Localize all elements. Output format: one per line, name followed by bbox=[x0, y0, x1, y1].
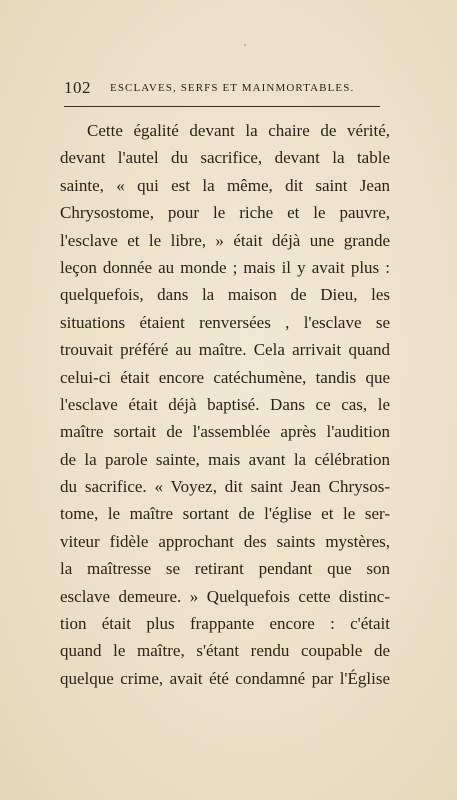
text-line: esclave demeure. » Quelquefois cette distinc- bbox=[60, 586, 390, 606]
page-header bbox=[64, 78, 380, 98]
text-line: quand le maître, s'étant rendu coupable de bbox=[60, 641, 390, 661]
text-line: sainte, « qui est la même, dit saint Jean bbox=[60, 175, 390, 195]
text-line: l'esclave et le libre, » était déjà une grande bbox=[60, 230, 390, 250]
text-line: de la parole sainte, mais avant la célébration bbox=[60, 449, 390, 469]
text-line: quelque crime, avait été condamné par l'Église bbox=[60, 668, 390, 688]
text-line: celui-ci était encore catéchumène, tandis que bbox=[60, 367, 390, 387]
text-line: la maîtresse se retirant pendant que son bbox=[60, 559, 390, 579]
text-line: maître sortait de l'assemblée après l'audition bbox=[60, 422, 390, 442]
text-line: viteur fidèle approchant des saints mystères, bbox=[60, 531, 390, 551]
text-line: Cette égalité devant la chaire de vérité, bbox=[87, 121, 390, 140]
text-line: tion était plus frappante encore : c'était bbox=[60, 614, 390, 634]
page-number: 102 bbox=[64, 78, 91, 97]
paper-speck bbox=[244, 44, 246, 46]
text-line: trouvait préféré au maître. Cela arrivait quand bbox=[60, 340, 390, 360]
body-text bbox=[60, 117, 390, 692]
text-line: devant l'autel du sacrifice, devant la table bbox=[60, 148, 390, 168]
text-line: l'esclave était déjà baptisé. Dans ce cas, le bbox=[60, 394, 390, 414]
running-title: ESCLAVES, SERFS ET MAINMORTABLES. bbox=[110, 82, 355, 94]
text-line: du sacrifice. « Voyez, dit saint Jean Chrysos- bbox=[60, 477, 390, 497]
text-line: leçon donnée au monde ; mais il y avait plus : bbox=[60, 257, 390, 277]
text-line: quelquefois, dans la maison de Dieu, les bbox=[60, 285, 390, 305]
text-line: tome, le maître sortant de l'église et le ser- bbox=[60, 504, 390, 524]
text-line: Chrysostome, pour le riche et le pauvre, bbox=[60, 203, 390, 223]
header-rule bbox=[64, 106, 380, 107]
text-line: situations étaient renversées , l'esclave se bbox=[60, 312, 390, 332]
